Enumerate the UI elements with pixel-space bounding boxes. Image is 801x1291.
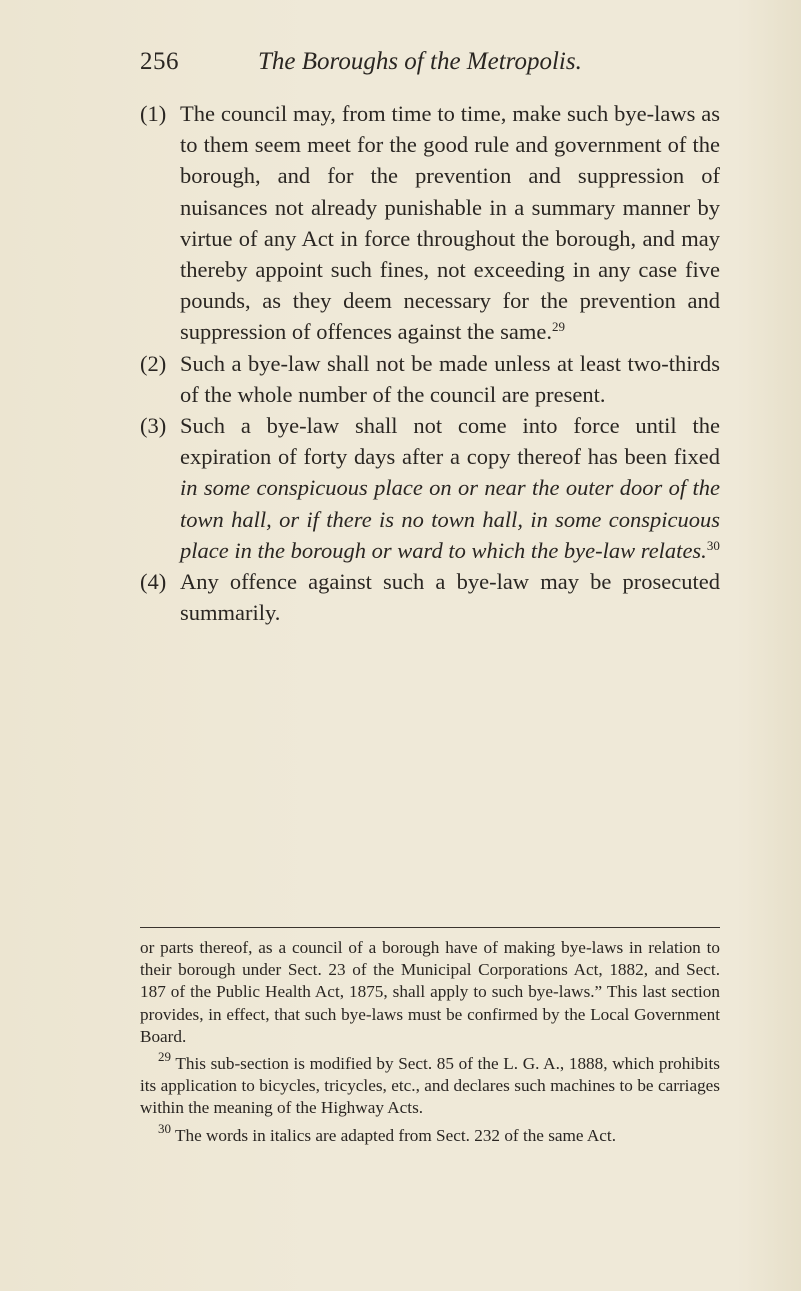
main-text xyxy=(140,98,720,628)
subsection-text: Any offence against such a bye-law may be prosecuted summarily. xyxy=(180,569,720,626)
footnote-marker: 30 xyxy=(158,1120,171,1136)
footnote-divider xyxy=(140,927,720,928)
page-number: 256 xyxy=(140,48,179,75)
footnotes xyxy=(140,937,720,1152)
subsection-text: Such a bye-law shall not be made unless at least two-thirds of the whole number of the council are present. xyxy=(180,350,720,407)
footnote-30 xyxy=(140,1120,720,1147)
footnote-marker: 29 xyxy=(158,1049,171,1065)
subsection-number: (1) xyxy=(140,101,167,126)
footnote-text: or parts thereof, as a council of a borough have of making bye-laws in relation to their borough under Sect. 23 of the Municipal Corporations Act, 1882, and Sect. 187 of the Public Health Act, 1875, shall apply to such bye-laws.” This last section provides, in effect, that such bye-laws must be confirmed by the Local Government Board. xyxy=(140,938,720,1046)
footnote-text: This sub-section is modified by Sect. 85 of the L. G. A., 1888, which prohibits its application to bicycles, tricycles, etc., and declares such machines to be carriages within the meaning of the Highway Acts. xyxy=(140,1054,720,1118)
subsection-number: (2) xyxy=(140,350,167,376)
subsection-number: (3) xyxy=(140,413,167,439)
subsection-3 xyxy=(140,410,720,566)
footnote-29 xyxy=(140,1049,720,1120)
footnote-ref: 29 xyxy=(552,319,565,335)
running-title: The Boroughs of the Metropolis. xyxy=(258,48,582,75)
italic-text: in some conspicuous place on or near the outer door of the town hall, or if there is no town hall, in some conspicuous place in the borough or ward to which the bye-law relates. xyxy=(180,475,720,563)
subsection-2 xyxy=(140,348,720,410)
page-header xyxy=(140,48,720,88)
footnote-text: The words in italics are adapted from Sect. 232 of the same Act. xyxy=(175,1125,617,1145)
footnote-continued xyxy=(140,937,720,1048)
subsection-text: The council may, from time to time, make such bye-laws as to them seem meet for the good rule and government of the borough, and for the prevention and suppression of nuisances not already punishable in a summary manner by virtue of any Act in force throughout the borough, and may thereby appoint such fines, not exceeding in any case five pounds, as they deem necessary for the prevention and suppression of offences against the same. xyxy=(180,101,720,345)
subsection-4 xyxy=(140,566,720,628)
footnote-ref: 30 xyxy=(706,537,720,553)
subsection-number: (4) xyxy=(140,569,167,595)
subsection-text: Such a bye-law shall not come into force until the expiration of forty days after a copy thereof has been fixed xyxy=(180,413,720,470)
subsection-1 xyxy=(140,98,720,348)
